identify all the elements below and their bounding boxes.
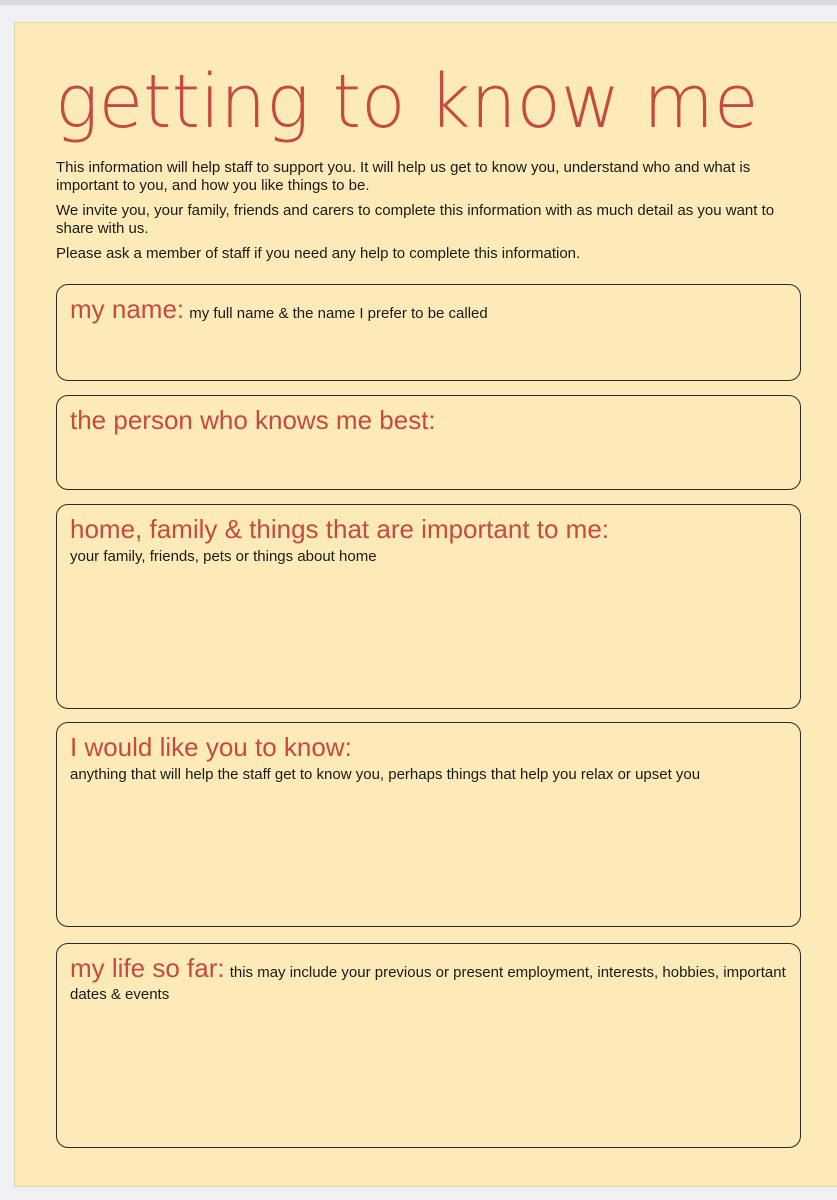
my-name-header (70, 293, 788, 325)
my-life-so-far-header (70, 952, 788, 1005)
form-page (14, 22, 837, 1187)
person-knows-me-best-header (70, 404, 788, 436)
my-name-heading: my name: (70, 294, 185, 324)
home-family-field[interactable] (57, 571, 800, 708)
intro-paragraph: Please ask a member of staff if you need any help to complete this information. (56, 245, 581, 262)
viewer-top-edge (0, 0, 837, 5)
intro-paragraph: This information will help staff to support you. It will help us get to know you, understand who and what is important to you, and how you like things to be. (56, 159, 751, 194)
would-like-you-to-know-header (70, 731, 788, 785)
home-family-header (70, 513, 788, 567)
person-knows-me-best-box (56, 395, 801, 490)
my-life-so-far-box (56, 943, 801, 1148)
would-like-you-to-know-hint: anything that will help the staff get to know you, perhaps things that help you relax or upset you (70, 766, 701, 783)
my-name-field[interactable] (57, 329, 800, 380)
my-life-so-far-heading: my life so far: (70, 953, 225, 983)
would-like-you-to-know-field[interactable] (57, 789, 800, 926)
my-name-box (56, 284, 801, 381)
home-family-hint: your family, friends, pets or things about home (70, 548, 377, 565)
intro-paragraph: We invite you, your family, friends and carers to complete this information with as much detail as you want to share with us. (56, 202, 775, 237)
home-family-box (56, 504, 801, 709)
page-title: getting to know me (55, 59, 759, 145)
my-life-so-far-field[interactable] (57, 1012, 800, 1147)
would-like-you-to-know-box (56, 722, 801, 927)
person-knows-me-best-heading: the person who knows me best: (70, 405, 436, 435)
person-knows-me-best-field[interactable] (57, 438, 800, 489)
would-like-you-to-know-heading: I would like you to know: (70, 732, 352, 762)
my-life-so-far-hint: this may include your previous or present employment, interests, hobbies, important dates & events (70, 964, 786, 1003)
my-name-hint: my full name & the name I prefer to be called (189, 305, 488, 322)
intro-text (56, 159, 806, 270)
home-family-heading: home, family & things that are important to me: (70, 514, 610, 544)
